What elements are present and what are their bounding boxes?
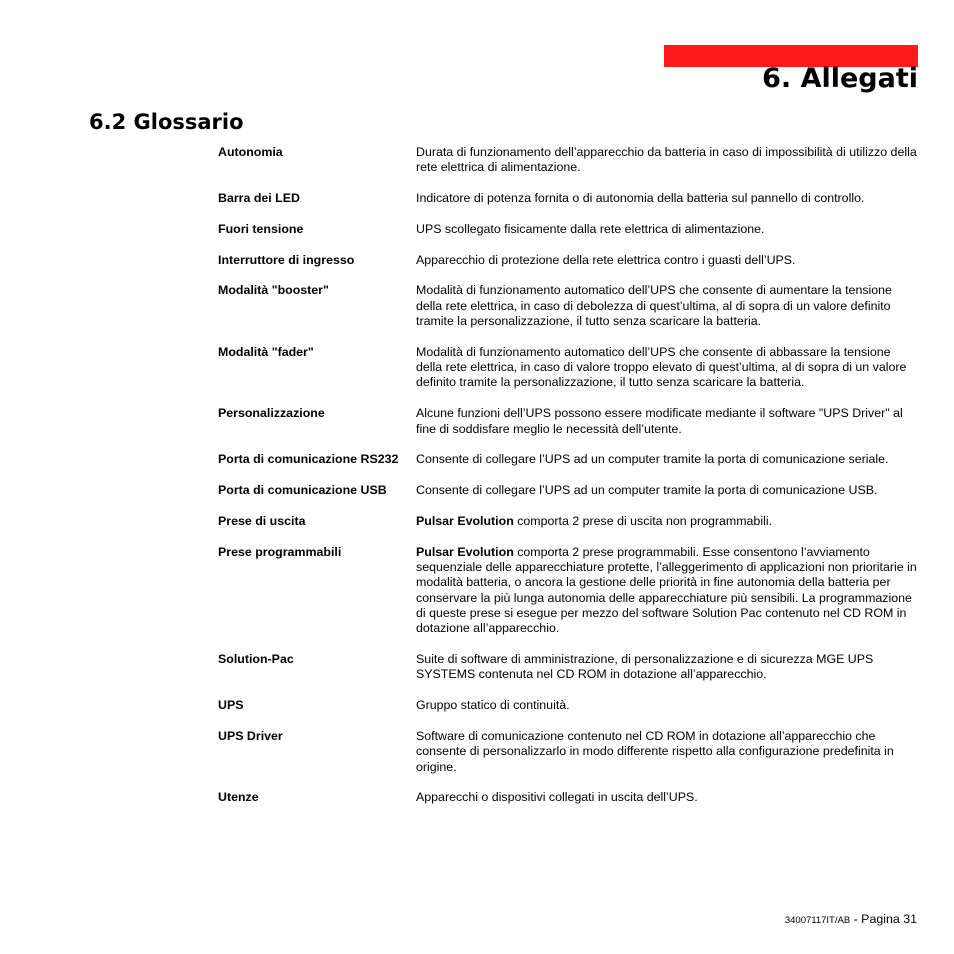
glossary-definition <box>416 483 918 498</box>
glossary-entry <box>218 483 918 498</box>
glossary-entry <box>218 452 918 467</box>
glossary-entry <box>218 790 918 805</box>
glossary-term: Solution-Pac <box>218 652 294 667</box>
glossary-term: Utenze <box>218 790 259 805</box>
glossary-definition <box>416 191 918 206</box>
glossary-entry <box>218 514 918 529</box>
glossary-term: Modalità "booster" <box>218 283 329 298</box>
glossary-term: Prese di uscita <box>218 513 306 528</box>
glossary-definition <box>416 406 918 437</box>
glossary-entry <box>218 145 918 176</box>
chapter-title: 6. Allegati <box>762 63 918 94</box>
glossary-definition <box>416 283 918 329</box>
glossary-entry <box>218 729 918 775</box>
definition-text: Gruppo statico di continuità. <box>416 698 570 713</box>
glossary-term: Fuori tensione <box>218 221 304 236</box>
glossary-definition <box>416 253 918 268</box>
glossary-definition <box>416 145 918 176</box>
definition-text: Consente di collegare l’UPS ad un computer tramite la porta di comunicazione seriale. <box>416 452 889 467</box>
definition-text: Indicatore di potenza fornita o di autonomia della batteria sul pannello di controllo. <box>416 191 865 206</box>
glossary-term: Barra dei LED <box>218 191 300 206</box>
glossary-entry <box>218 652 918 683</box>
glossary-definition <box>416 698 918 713</box>
definition-text: comporta 2 prese di uscita non programmabili. <box>513 513 773 528</box>
definition-text: Modalità di funzionamento automatico dell’UPS che consente di abbassare la tensione della rete elettrica, in caso di valore troppo elevato di quest’ultima, al di sopra di un valore definito tramite la personalizzazione, il tutto senza scaricare la batteria. <box>416 344 907 390</box>
page-number: - Pagina 31 <box>850 912 917 926</box>
glossary-list <box>218 145 918 821</box>
definition-text: UPS scollegato fisicamente dalla rete elettrica di alimentazione. <box>416 221 765 236</box>
glossary-term: Porta di comunicazione USB <box>218 483 387 498</box>
glossary-term: UPS <box>218 698 244 713</box>
glossary-term: Interruttore di ingresso <box>218 252 355 267</box>
definition-text: Durata di funzionamento dell’apparecchio da batteria in caso di impossibilità di utilizzo della rete elettrica di alimentazione. <box>416 145 917 175</box>
glossary-entry <box>218 545 918 637</box>
glossary-entry <box>218 345 918 391</box>
glossary-term: UPS Driver <box>218 728 283 743</box>
definition-text: Apparecchi o dispositivi collegati in uscita dell’UPS. <box>416 790 698 805</box>
definition-text: Consente di collegare l’UPS ad un computer tramite la porta di comunicazione USB. <box>416 483 878 498</box>
glossary-definition <box>416 652 918 683</box>
definition-text: Modalità di funzionamento automatico dell’UPS che consente di aumentare la tensione della rete elettrica, in caso di debolezza di quest’ultima, al di sopra di un valore definito tramite la personalizzazione, il tutto senza scaricare la batteria. <box>416 283 892 329</box>
glossary-entry <box>218 253 918 268</box>
glossary-entry <box>218 222 918 237</box>
glossary-entry <box>218 191 918 206</box>
glossary-term: Personalizzazione <box>218 406 325 421</box>
glossary-definition <box>416 545 918 637</box>
glossary-term: Prese programmabili <box>218 544 342 559</box>
glossary-term: Porta di comunicazione RS232 <box>218 452 399 467</box>
glossary-definition <box>416 345 918 391</box>
definition-text: Software di comunicazione contenuto nel CD ROM in dotazione all’apparecchio che consente di personalizzarlo in modo differente rispetto alla configurazione predefinita in origine. <box>416 728 894 774</box>
glossary-entry <box>218 698 918 713</box>
glossary-definition <box>416 790 918 805</box>
definition-text: comporta 2 prese programmabili. Esse consentono l’avviamento sequenziale delle apparecchiature protette, l’alleggerimento di applicazioni non prioritarie in modalità batteria, o ancora la gestione delle priorità in fine autonomia della batteria per conservare la più lunga autonomia delle apparecchiature più sensibili. La programmazione di queste prese si esegue per mezzo del software Solution Pac contenuto nel CD ROM in dotazione all’apparecchio. <box>416 544 917 636</box>
document-code: 34007117IT/AB <box>784 915 851 926</box>
definition-text: Apparecchio di protezione della rete elettrica contro i guasti dell’UPS. <box>416 252 796 267</box>
product-name: Pulsar Evolution <box>416 544 514 559</box>
definition-text: Alcune funzioni dell’UPS possono essere modificate mediante il software "UPS Driver" al fine di soddisfare meglio le necessità dell’utente. <box>416 406 903 436</box>
glossary-entry <box>218 406 918 437</box>
section-title: 6.2 Glossario <box>89 110 244 134</box>
definition-text: Suite di software di amministrazione, di personalizzazione e di sicurezza MGE UPS SYSTEMS contenuta nel CD ROM in dotazione all’apparecchio. <box>416 652 874 682</box>
glossary-entry <box>218 283 918 329</box>
glossary-definition <box>416 452 918 467</box>
product-name: Pulsar Evolution <box>416 513 514 528</box>
glossary-definition <box>416 222 918 237</box>
page-footer <box>785 912 917 928</box>
glossary-definition <box>416 729 918 775</box>
glossary-definition <box>416 514 918 529</box>
glossary-term: Modalità "fader" <box>218 344 314 359</box>
glossary-term: Autonomia <box>218 145 283 159</box>
